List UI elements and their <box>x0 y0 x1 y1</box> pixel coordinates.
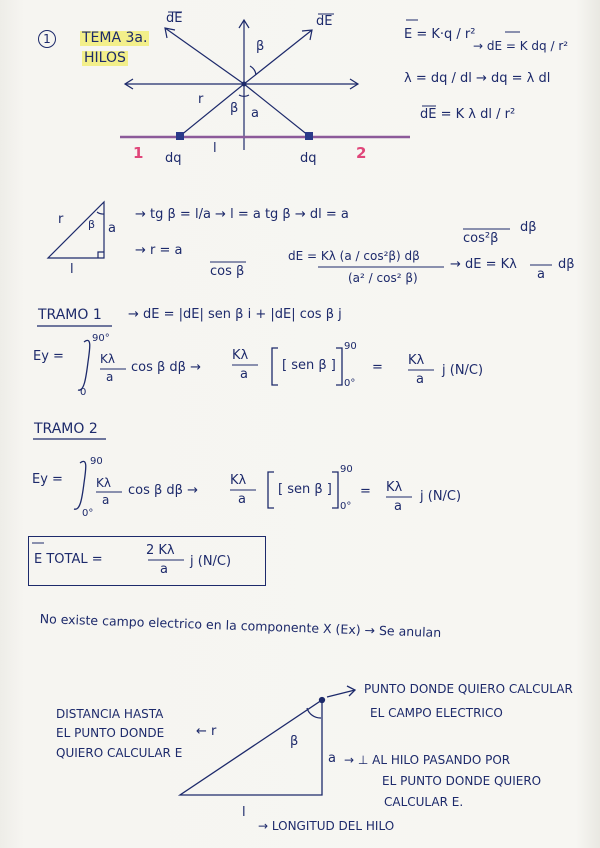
tramo-1-res-num: Kλ <box>232 348 249 363</box>
de-lambda: dE = K λ dl / r² <box>420 107 516 122</box>
tg-relation: → tg β = l/a → l = a tg β → dl = a <box>135 207 349 222</box>
tramo-2-eq: = <box>360 484 371 499</box>
tramo-1-ey: Ey = <box>33 349 64 364</box>
title-line-2: HILOS <box>84 50 126 66</box>
de-result-tail: dβ <box>558 257 575 272</box>
segment-1-label: 1 <box>133 144 144 162</box>
tramo-1-eq: = <box>372 360 383 375</box>
a-label: a <box>251 106 259 121</box>
total-den: a <box>160 562 168 577</box>
tramo-2-upper-limit: 90 <box>90 456 103 467</box>
triangle-a-label: a <box>328 751 336 766</box>
tramo-2-final-num: Kλ <box>386 480 403 495</box>
total-num: 2 Kλ <box>146 543 175 558</box>
tramo-1-upper-limit: 90° <box>92 333 110 344</box>
title-line-1: TEMA 3a. <box>82 30 148 46</box>
de-substitution-den: (a² / cos² β) <box>348 271 418 285</box>
tramo-1-lower-limit: 0 <box>80 387 87 398</box>
tramo-1-int-tail: cos β dβ → <box>131 360 202 375</box>
tramo-2-bracket-up: 90 <box>340 464 353 475</box>
l-description: → LONGITUD DEL HILO <box>258 819 395 833</box>
tri-l-label: l <box>70 262 74 277</box>
r-arrow-label: ← r <box>196 724 217 739</box>
de-left-label: dE <box>166 11 183 26</box>
point-label-2: EL CAMPO ELECTRICO <box>370 706 503 720</box>
segment-2-label: 2 <box>356 144 367 162</box>
tramo-2-res-den: a <box>238 492 246 507</box>
tramo-2-ey: Ey = <box>32 472 63 487</box>
tramo-1-final-den: a <box>416 372 424 387</box>
exercise-number: 1 <box>38 30 56 48</box>
total-tail: j (N/C) <box>190 554 232 569</box>
tramo-1-final-tail: j (N/C) <box>442 363 484 378</box>
tramo-2-final-tail: j (N/C) <box>420 489 462 504</box>
tramo-2-int-tail: cos β dβ → <box>128 483 199 498</box>
r-label: r <box>198 92 204 107</box>
beta-bottom-label: β <box>230 101 239 116</box>
tramo-2-res-num: Kλ <box>230 473 247 488</box>
tramo-1-bracket-up: 90 <box>344 341 357 352</box>
dq-right-label: dq <box>300 151 317 166</box>
tramo-1-vector: → dE = |dE| sen β i + |dE| cos β j <box>128 307 342 322</box>
de-right-label: dE <box>316 14 333 29</box>
tramo-2-lower-limit: 0° <box>82 508 94 519</box>
distance-label-1: DISTANCIA HASTA <box>56 707 164 721</box>
distance-label-3: QUIERO CALCULAR E <box>56 746 183 760</box>
tramo-1-bracket-low: 0° <box>344 378 356 389</box>
tramo-1-res-den: a <box>240 367 248 382</box>
a-description-3: CALCULAR E. <box>384 795 464 809</box>
r-relation: → r = a <box>135 243 183 258</box>
tramo-2-title: TRAMO 2 <box>34 421 98 437</box>
tri-r-label: r <box>58 212 64 227</box>
dq-left-label: dq <box>165 151 182 166</box>
point-label-1: PUNTO DONDE QUIERO CALCULAR <box>364 682 573 696</box>
dl-tail: dβ <box>520 220 537 235</box>
l-label: l <box>213 141 217 156</box>
tri-a-label: a <box>108 221 116 236</box>
tramo-1-final-num: Kλ <box>408 353 425 368</box>
tramo-1-int-num: Kλ <box>100 352 115 366</box>
de-definition: → dE = K dq / r² <box>473 39 569 53</box>
r-denominator: cos β <box>210 264 245 279</box>
de-substitution: dE = Kλ (a / cos²β) dβ <box>288 249 420 263</box>
triangle-beta-label: β <box>290 734 299 749</box>
tramo-2-bracket-low: 0° <box>340 501 352 512</box>
tramo-2-final-den: a <box>394 499 402 514</box>
tramo-2-int-den: a <box>102 493 110 507</box>
tramo-1-int-den: a <box>106 370 114 384</box>
tri-beta-label: β <box>88 218 96 231</box>
a-description-2: EL PUNTO DONDE QUIERO <box>382 774 542 788</box>
dl-denominator: cos²β <box>463 231 499 246</box>
triangle-l-label: l <box>242 805 246 820</box>
de-result: → dE = Kλ <box>450 257 517 272</box>
tramo-1-title: TRAMO 1 <box>38 307 102 323</box>
beta-top-label: β <box>256 39 265 54</box>
x-component-note: No existe campo electrico en la componente X (Ex) → Se anulan <box>39 611 442 641</box>
distance-label-2: EL PUNTO DONDE <box>56 726 165 740</box>
lambda-relation: λ = dq / dl → dq = λ dl <box>404 71 551 86</box>
tramo-2-int-num: Kλ <box>96 476 111 490</box>
e-definition: E = K·q / r² <box>404 27 476 42</box>
a-description-1: → ⊥ AL HILO PASANDO POR <box>344 753 511 767</box>
de-result-den: a <box>537 267 545 282</box>
total-label: E TOTAL = <box>34 552 103 567</box>
tramo-1-bracket: [ sen β ] <box>282 358 336 373</box>
tramo-2-bracket: [ sen β ] <box>278 482 332 497</box>
